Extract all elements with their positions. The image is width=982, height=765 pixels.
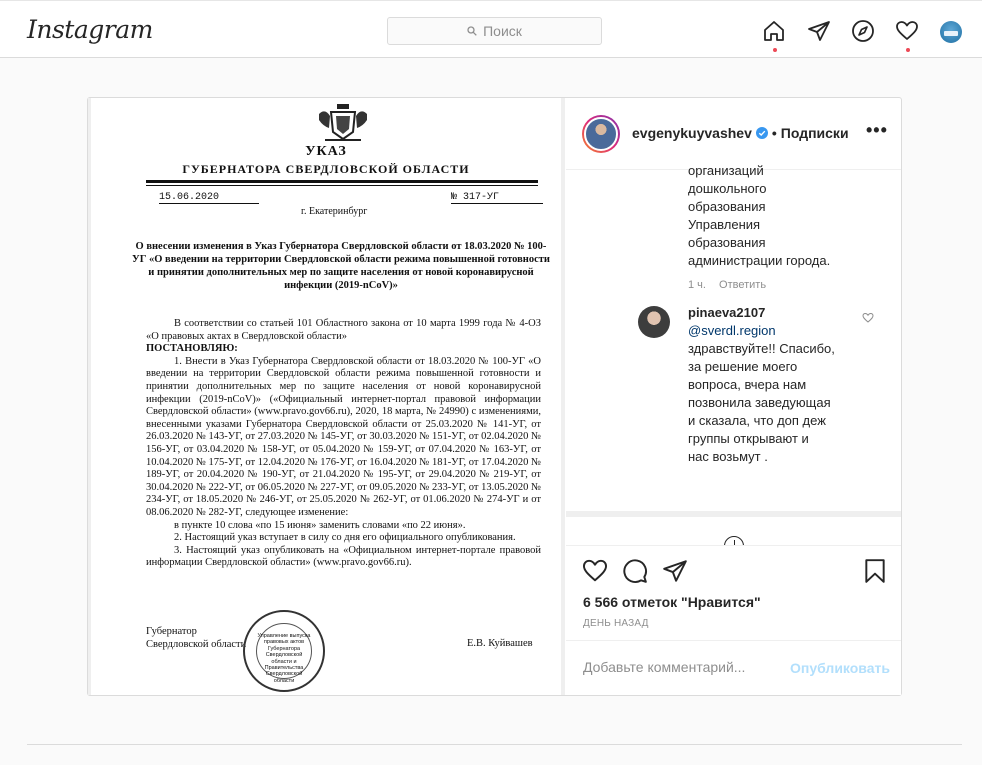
comment-line: Управления xyxy=(688,217,761,232)
comment-line: позвонила заведующая xyxy=(688,395,831,410)
comment-line: организаций xyxy=(688,163,764,178)
search-placeholder: Поиск xyxy=(483,23,522,39)
document-heading: О внесении изменения в Указ Губернатора Свердловской области от 18.03.2020 № 100-УГ «О введении на территории Свердловской области режима повышенной готовности и принятии дополнительных мер по защите населения от новой коронавирусной инфекции (2019-nCoV)» xyxy=(132,241,550,291)
comment-line: здравствуйте!! Спасибо, xyxy=(688,341,835,356)
comment-text xyxy=(688,304,848,466)
comments-divider xyxy=(566,511,901,517)
comment-like-heart-icon[interactable] xyxy=(862,312,874,324)
signature-name: Е.В. Куйвашев xyxy=(467,638,533,649)
post-actions xyxy=(566,545,901,695)
coat-of-arms-icon xyxy=(317,102,369,142)
official-seal xyxy=(243,610,325,692)
comment-line: образования xyxy=(688,235,766,250)
signature-line: Губернатор xyxy=(146,626,197,637)
comment-line: вопроса, вчера нам xyxy=(688,377,807,392)
author-info xyxy=(632,125,849,141)
comments-list[interactable] xyxy=(566,163,901,513)
paper-plane-icon xyxy=(807,19,831,43)
verified-badge-icon xyxy=(756,127,768,139)
post-timestamp[interactable]: ДЕНЬ НАЗАД xyxy=(583,618,649,629)
comment-line: и сказала, что доп деж xyxy=(688,413,826,428)
post-card xyxy=(87,97,902,696)
save-bookmark-icon[interactable] xyxy=(862,558,888,584)
commenter-username[interactable]: pinaeva2107 xyxy=(688,305,766,320)
document-rule xyxy=(146,180,538,183)
document-rule-thin xyxy=(146,185,538,186)
more-options-button[interactable]: ••• xyxy=(866,120,888,140)
search-icon xyxy=(467,26,477,36)
activity-nav-button[interactable] xyxy=(895,19,921,45)
post-media[interactable] xyxy=(88,98,565,695)
bullet-separator: • xyxy=(771,125,777,141)
signature-title xyxy=(146,626,246,651)
document-paragraph: В соответствии со статьей 101 Областного закона от 10 марта 1999 года № 4-ОЗ «О правовых актах в Свердловской области» xyxy=(146,318,541,342)
comment-line: образования xyxy=(688,199,766,214)
comment-line: нас возьмут . xyxy=(688,449,768,464)
document-paragraph: в пункте 10 слова «по 15 июня» заменить словами «по 22 июня». xyxy=(174,519,466,531)
top-navigation-bar xyxy=(0,0,982,58)
profile-avatar[interactable] xyxy=(940,21,962,43)
comment-input[interactable] xyxy=(583,659,773,675)
home-nav-button[interactable] xyxy=(762,19,788,45)
comment-bubble-icon[interactable] xyxy=(622,558,648,584)
explore-nav-button[interactable] xyxy=(851,19,877,45)
reply-button[interactable]: Ответить xyxy=(719,279,767,291)
home-notification-dot xyxy=(773,48,777,52)
signature-line: Свердловской области xyxy=(146,638,247,650)
comment-caption-text xyxy=(688,162,848,270)
comment-time: 1 ч. xyxy=(688,279,706,291)
following-button[interactable]: Подписки xyxy=(780,125,849,141)
comment-line: дошкольного xyxy=(688,181,767,196)
share-paper-plane-icon[interactable] xyxy=(662,558,688,584)
document-city: г. Екатеринбург xyxy=(301,206,368,217)
heart-icon xyxy=(895,19,919,43)
author-avatar[interactable] xyxy=(582,115,620,153)
comment-line: группы открывают и xyxy=(688,431,809,446)
seal-text: Управление выпуска правовых актов Губернатора Свердловской области и Правительства Свердловской области xyxy=(256,623,312,679)
post-header xyxy=(566,98,901,170)
document-title: УКАЗ xyxy=(305,144,347,159)
likes-count[interactable]: 6 566 отметок "Нравится" xyxy=(583,594,761,610)
document-body xyxy=(146,318,541,570)
compass-icon xyxy=(851,19,875,43)
document-subtitle: ГУБЕРНАТОРА СВЕРДЛОВСКОЙ ОБЛАСТИ xyxy=(182,162,470,176)
document-image xyxy=(91,98,561,695)
document-date: 15.06.2020 xyxy=(159,192,259,204)
direct-nav-button[interactable] xyxy=(807,19,833,45)
document-resolve: ПОСТАНОВЛЯЮ: xyxy=(146,343,238,355)
document-paragraph: 3. Настоящий указ опубликовать на «Официальном интернет-портале правовой информации Свердловской области» (www.pravo.gov66.ru). xyxy=(146,544,541,569)
post-sidebar xyxy=(566,98,901,695)
author-username[interactable]: evgenykuyvashev xyxy=(632,125,752,141)
comment-meta xyxy=(688,279,776,291)
document-paragraph: 1. Внести в Указ Губернатора Свердловской области от 18.03.2020 № 100-УГ «О введении на территории Свердловской области режима повышенной готовности и принятии дополнительных мер по защите населения от новой коронавирусной инфекции (2019-nCoV)» («Официальный интернет-портал правовой информации Свердловской области» (www.pravo.gov66.ru), 2020, 18 марта, № 24990) с изменениями, внесенными указами Губернатора Свердловской области от 25.03.2020 № 141-УГ, от 26.03.2020 № 143-УГ, от 27.03.2020 № 145-УГ, от 30.03.2020 № 151-УГ, от 02.04.2020 № 156-УГ, от 03.04.2020 № 158-УГ, от 05.04.2020 № 159-УГ, от 07.04.2020 № 163-УГ, от 10.04.2020 № 175-УГ, от 12.04.2020 № 176-УГ, от 16.04.2020 № 181-УГ, от 17.04.2020 № 189-УГ, от 20.04.2020 № 190-УГ, от 21.04.2020 № 195-УГ, от 29.04.2020 № 219-УГ, от 30.04.2020 № 222-УГ, от 06.05.2020 № 227-УГ, от 09.05.2020 № 233-УГ, от 13.05.2020 № 234-УГ, от 18.05.2020 № 246-УГ, от 25.05.2020 № 262-УГ, от 01.06.2020 № 274-УГ и от 08.06.2020 № 282-УГ, следующее изменение: xyxy=(146,355,541,518)
footer-divider xyxy=(27,744,962,745)
commenter-avatar[interactable] xyxy=(638,306,670,338)
comment-line: администрации города. xyxy=(688,253,831,268)
instagram-logo[interactable]: Instagram xyxy=(27,15,153,44)
comment-mention[interactable]: @sverdl.region xyxy=(688,323,776,338)
search-box[interactable] xyxy=(387,17,602,45)
document-number: № 317-УГ xyxy=(451,192,543,204)
publish-button[interactable]: Опубликовать xyxy=(790,660,890,676)
home-icon xyxy=(762,19,786,43)
add-comment-section xyxy=(566,640,901,696)
comment-line: за решение моего xyxy=(688,359,798,374)
like-heart-icon[interactable] xyxy=(582,558,608,584)
document-paragraph: 2. Настоящий указ вступает в силу со дня его официального опубликования. xyxy=(174,532,516,544)
activity-notification-dot xyxy=(906,48,910,52)
